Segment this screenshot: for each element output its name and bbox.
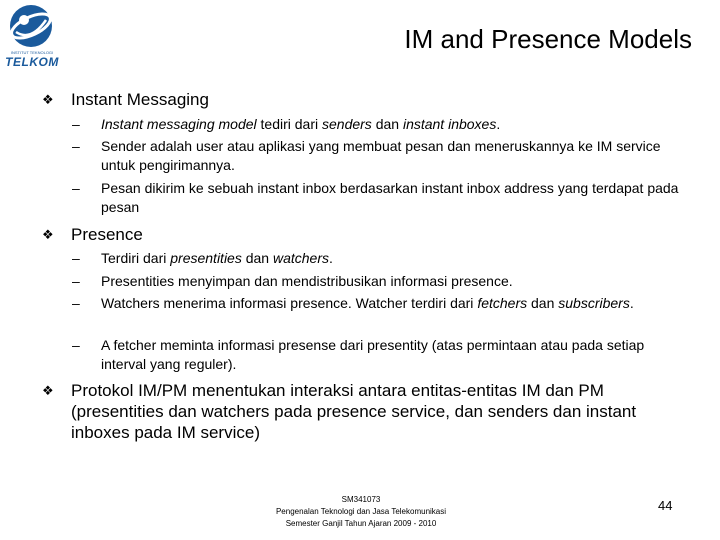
list-item-text: Watchers menerima informasi presence. Watcher terdiri dari fetchers dan subscribers. xyxy=(101,295,634,311)
dash-bullet-icon: – xyxy=(72,295,80,311)
dash-bullet-icon: – xyxy=(72,273,80,289)
list-item-text: Pesan dikirim ke sebuah instant inbox berdasarkan instant inbox address yang terdapat pada pesan xyxy=(101,180,679,215)
list-item-text: Presentities menyimpan dan mendistribusikan informasi presence. xyxy=(101,273,513,289)
logo-subtitle: INSTITUT TEKNOLOGI xyxy=(10,50,54,55)
slide-footer xyxy=(236,494,486,530)
dash-bullet-icon: – xyxy=(72,138,80,154)
footer-course-name: Pengenalan Teknologi dan Jasa Telekomunikasi xyxy=(275,507,447,516)
dash-bullet-icon: – xyxy=(72,116,80,132)
diamond-bullet-icon: ❖ xyxy=(42,383,54,398)
footer-course-code: SM341073 xyxy=(341,495,381,504)
dash-bullet-icon: – xyxy=(72,180,80,196)
section-heading: Presence xyxy=(71,225,143,244)
section-heading: Instant Messaging xyxy=(71,90,209,109)
page-number: 44 xyxy=(658,498,673,513)
dash-bullet-icon: – xyxy=(72,250,80,266)
list-item-text: Terdiri dari presentities dan watchers. xyxy=(101,250,333,266)
list-item-text: Instant messaging model tediri dari senders dan instant inboxes. xyxy=(101,116,501,132)
diamond-bullet-icon: ❖ xyxy=(42,92,54,107)
list-item-text: Sender adalah user atau aplikasi yang membuat pesan dan meneruskannya ke IM service untuk pengirimannya. xyxy=(101,138,661,173)
footer-semester: Semester Ganjil Tahun Ajaran 2009 - 2010 xyxy=(285,519,437,528)
logo-name: TELKOM xyxy=(5,55,59,69)
slide-title: IM and Presence Models xyxy=(404,24,692,54)
section-heading: Protokol IM/PM menentukan interaksi antara entitas-entitas IM dan PM (presentities dan watchers pada presence service, dan senders dan instant inboxes pada IM service) xyxy=(71,381,637,442)
diamond-bullet-icon: ❖ xyxy=(42,227,54,242)
list-item-text: A fetcher meminta informasi presense dari presentity (atas permintaan atau pada setiap interval yang reguler). xyxy=(101,337,645,372)
dash-bullet-icon: – xyxy=(72,337,80,353)
